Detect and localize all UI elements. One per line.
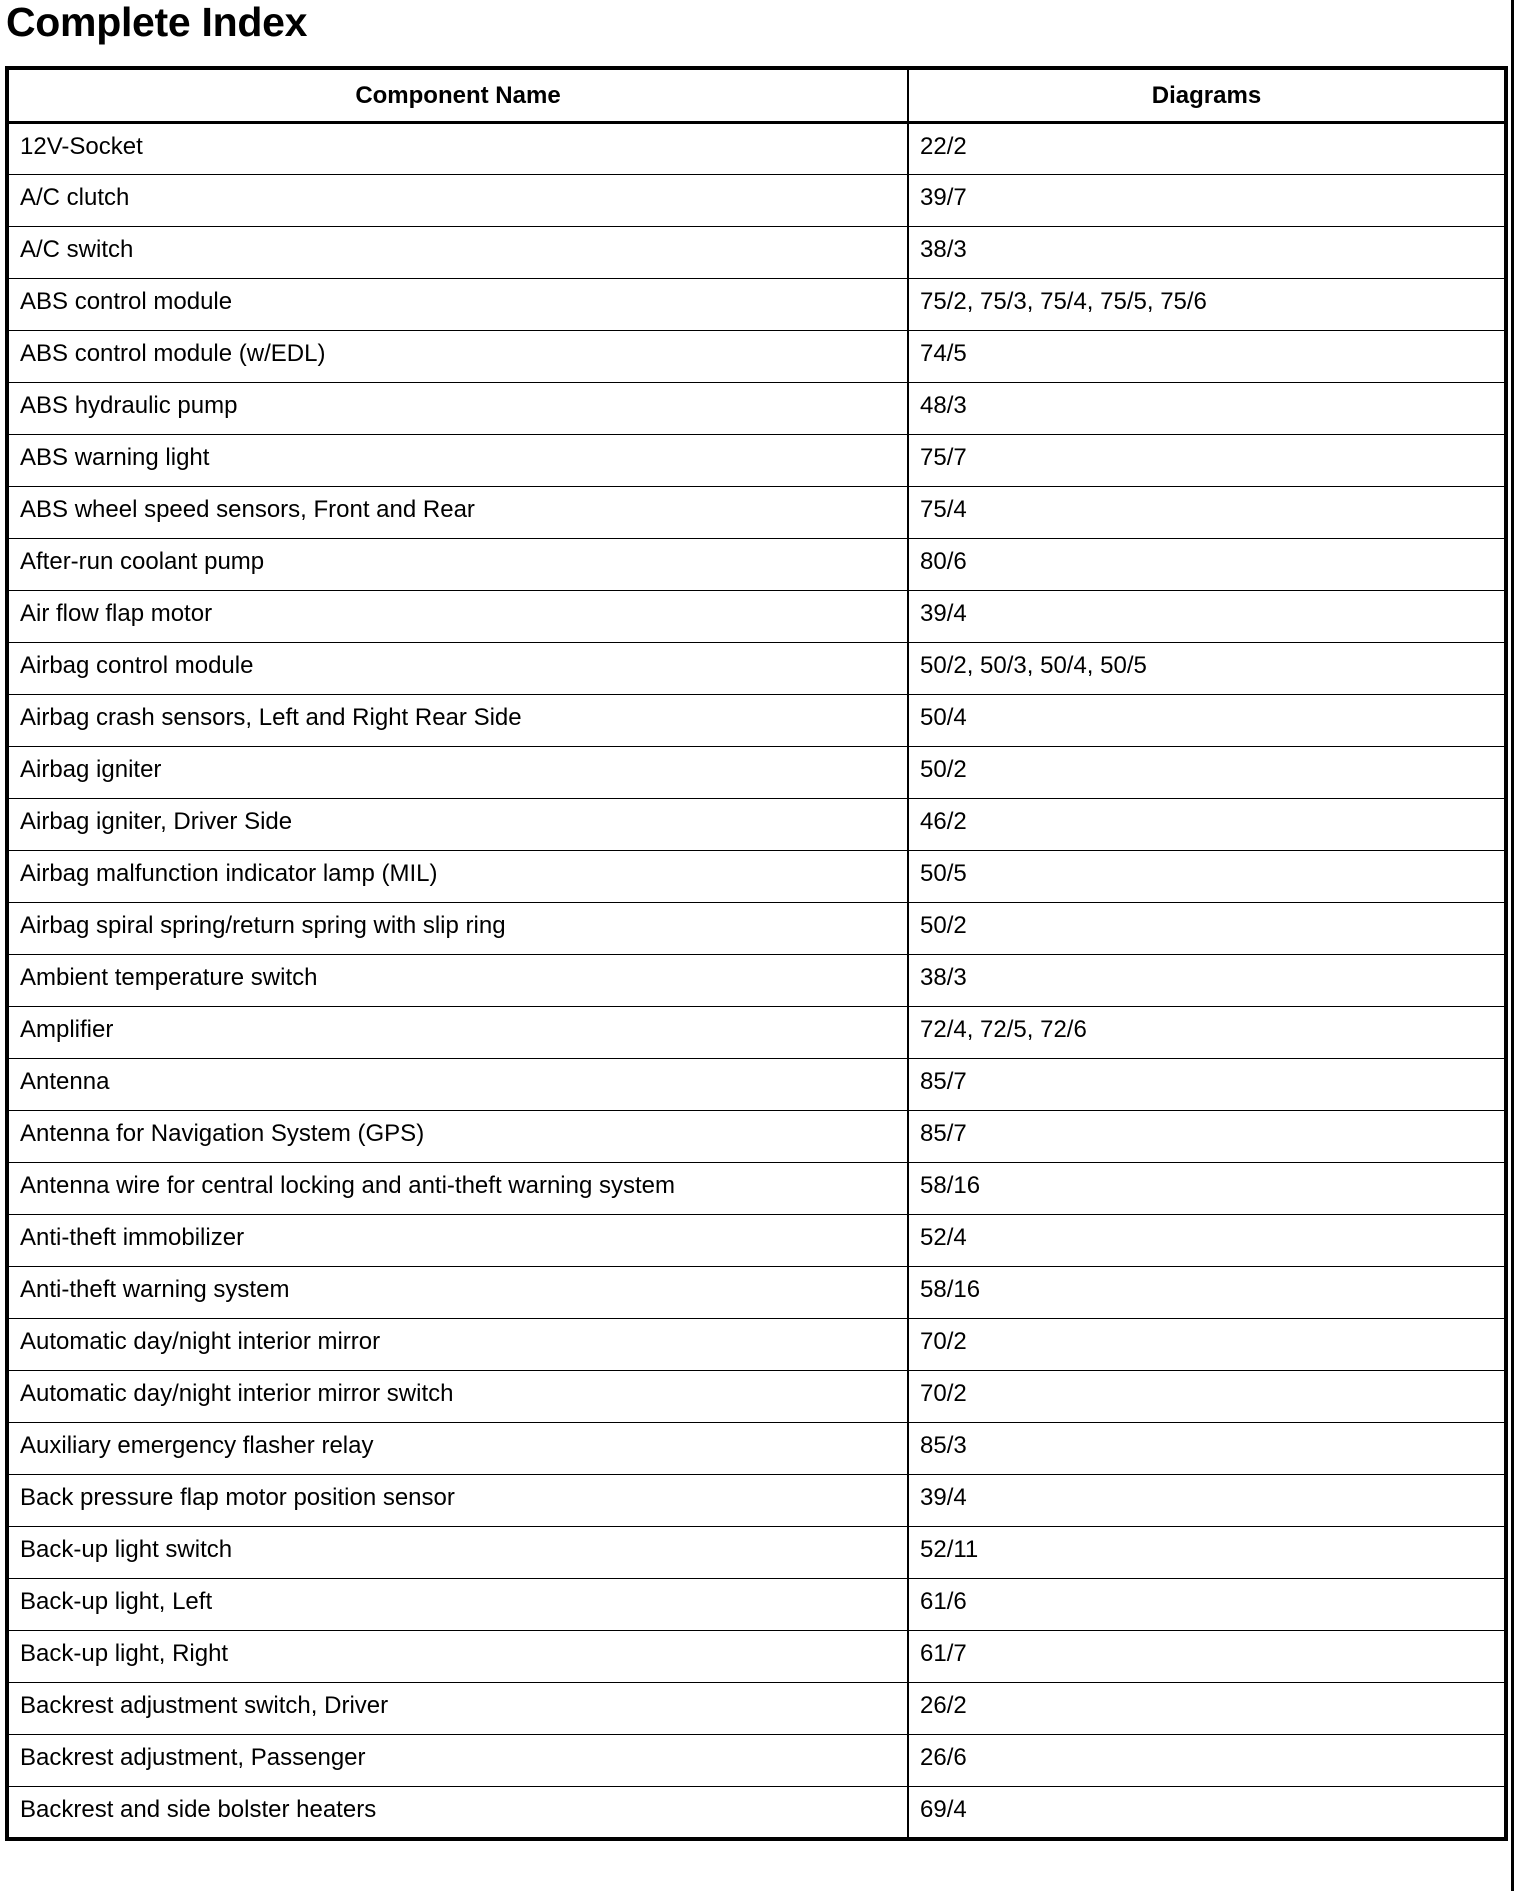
diagrams-cell: 58/16 <box>908 1267 1506 1319</box>
diagrams-cell: 75/2, 75/3, 75/4, 75/5, 75/6 <box>908 279 1506 331</box>
diagrams-cell: 61/6 <box>908 1579 1506 1631</box>
diagrams-cell: 52/11 <box>908 1527 1506 1579</box>
table-row <box>7 487 1506 539</box>
table-row <box>7 799 1506 851</box>
page-title: Complete Index <box>6 0 308 45</box>
component-name-cell: Amplifier <box>7 1007 908 1059</box>
table-row <box>7 1631 1506 1683</box>
table-row <box>7 227 1506 279</box>
diagrams-cell: 80/6 <box>908 539 1506 591</box>
diagrams-cell: 75/7 <box>908 435 1506 487</box>
table-row <box>7 1735 1506 1787</box>
table-row <box>7 1787 1506 1839</box>
component-name-cell: Antenna <box>7 1059 908 1111</box>
diagrams-cell: 26/6 <box>908 1735 1506 1787</box>
diagrams-cell: 50/5 <box>908 851 1506 903</box>
diagrams-cell: 85/7 <box>908 1111 1506 1163</box>
component-name-cell: Airbag malfunction indicator lamp (MIL) <box>7 851 908 903</box>
diagrams-cell: 50/2 <box>908 903 1506 955</box>
component-name-cell: Backrest and side bolster heaters <box>7 1787 908 1839</box>
table-row <box>7 1163 1506 1215</box>
component-name-cell: Ambient temperature switch <box>7 955 908 1007</box>
component-name-cell: Backrest adjustment, Passenger <box>7 1735 908 1787</box>
table-row <box>7 1579 1506 1631</box>
component-name-cell: ABS hydraulic pump <box>7 383 908 435</box>
table-row <box>7 955 1506 1007</box>
component-name-cell: Back-up light switch <box>7 1527 908 1579</box>
diagrams-cell: 48/3 <box>908 383 1506 435</box>
component-name-cell: Airbag spiral spring/return spring with slip ring <box>7 903 908 955</box>
table-row <box>7 279 1506 331</box>
table-body <box>7 123 1506 1839</box>
diagrams-cell: 69/4 <box>908 1787 1506 1839</box>
diagrams-cell: 39/7 <box>908 175 1506 227</box>
diagrams-cell: 72/4, 72/5, 72/6 <box>908 1007 1506 1059</box>
table-row <box>7 331 1506 383</box>
table-header-row <box>7 68 1506 123</box>
diagrams-cell: 50/2 <box>908 747 1506 799</box>
component-name-cell: Antenna wire for central locking and anti-theft warning system <box>7 1163 908 1215</box>
table-row <box>7 435 1506 487</box>
diagrams-cell: 85/7 <box>908 1059 1506 1111</box>
table-row <box>7 903 1506 955</box>
diagrams-cell: 75/4 <box>908 487 1506 539</box>
component-name-cell: ABS wheel speed sensors, Front and Rear <box>7 487 908 539</box>
component-name-cell: After-run coolant pump <box>7 539 908 591</box>
diagrams-cell: 50/4 <box>908 695 1506 747</box>
component-name-cell: ABS control module <box>7 279 908 331</box>
diagrams-cell: 38/3 <box>908 227 1506 279</box>
page-margin-rule <box>1511 0 1514 1891</box>
table-row <box>7 539 1506 591</box>
component-name-cell: A/C switch <box>7 227 908 279</box>
table-row <box>7 1475 1506 1527</box>
diagrams-cell: 46/2 <box>908 799 1506 851</box>
diagrams-cell: 61/7 <box>908 1631 1506 1683</box>
diagrams-cell: 70/2 <box>908 1319 1506 1371</box>
component-name-cell: ABS control module (w/EDL) <box>7 331 908 383</box>
table-row <box>7 643 1506 695</box>
table-row <box>7 1527 1506 1579</box>
table-row <box>7 1267 1506 1319</box>
component-name-cell: Auxiliary emergency flasher relay <box>7 1423 908 1475</box>
table-row <box>7 1371 1506 1423</box>
component-index-table <box>5 66 1508 1841</box>
component-name-cell: Airbag crash sensors, Left and Right Rear Side <box>7 695 908 747</box>
column-header-diagrams: Diagrams <box>908 68 1506 123</box>
component-name-cell: ABS warning light <box>7 435 908 487</box>
component-name-cell: Airbag igniter, Driver Side <box>7 799 908 851</box>
component-name-cell: Back pressure flap motor position sensor <box>7 1475 908 1527</box>
table-row <box>7 1683 1506 1735</box>
component-name-cell: Back-up light, Left <box>7 1579 908 1631</box>
diagrams-cell: 58/16 <box>908 1163 1506 1215</box>
diagrams-cell: 26/2 <box>908 1683 1506 1735</box>
component-name-cell: Anti-theft warning system <box>7 1267 908 1319</box>
component-name-cell: Automatic day/night interior mirror <box>7 1319 908 1371</box>
component-name-cell: Antenna for Navigation System (GPS) <box>7 1111 908 1163</box>
component-name-cell: Airbag control module <box>7 643 908 695</box>
component-name-cell: Anti-theft immobilizer <box>7 1215 908 1267</box>
diagrams-cell: 74/5 <box>908 331 1506 383</box>
table-row <box>7 747 1506 799</box>
table-row <box>7 1007 1506 1059</box>
table-row <box>7 1059 1506 1111</box>
component-name-cell: Airbag igniter <box>7 747 908 799</box>
table-row <box>7 1215 1506 1267</box>
diagrams-cell: 85/3 <box>908 1423 1506 1475</box>
table-row <box>7 1319 1506 1371</box>
column-header-component-name: Component Name <box>7 68 908 123</box>
diagrams-cell: 39/4 <box>908 591 1506 643</box>
table-row <box>7 175 1506 227</box>
table-row <box>7 383 1506 435</box>
diagrams-cell: 38/3 <box>908 955 1506 1007</box>
diagrams-cell: 39/4 <box>908 1475 1506 1527</box>
table-row <box>7 695 1506 747</box>
diagrams-cell: 22/2 <box>908 123 1506 175</box>
component-name-cell: Air flow flap motor <box>7 591 908 643</box>
table-row <box>7 1111 1506 1163</box>
component-name-cell: A/C clutch <box>7 175 908 227</box>
diagrams-cell: 52/4 <box>908 1215 1506 1267</box>
component-name-cell: Automatic day/night interior mirror switch <box>7 1371 908 1423</box>
table-row <box>7 123 1506 175</box>
component-name-cell: Backrest adjustment switch, Driver <box>7 1683 908 1735</box>
table-row <box>7 1423 1506 1475</box>
diagrams-cell: 50/2, 50/3, 50/4, 50/5 <box>908 643 1506 695</box>
table-row <box>7 851 1506 903</box>
component-name-cell: 12V-Socket <box>7 123 908 175</box>
component-name-cell: Back-up light, Right <box>7 1631 908 1683</box>
table-row <box>7 591 1506 643</box>
diagrams-cell: 70/2 <box>908 1371 1506 1423</box>
